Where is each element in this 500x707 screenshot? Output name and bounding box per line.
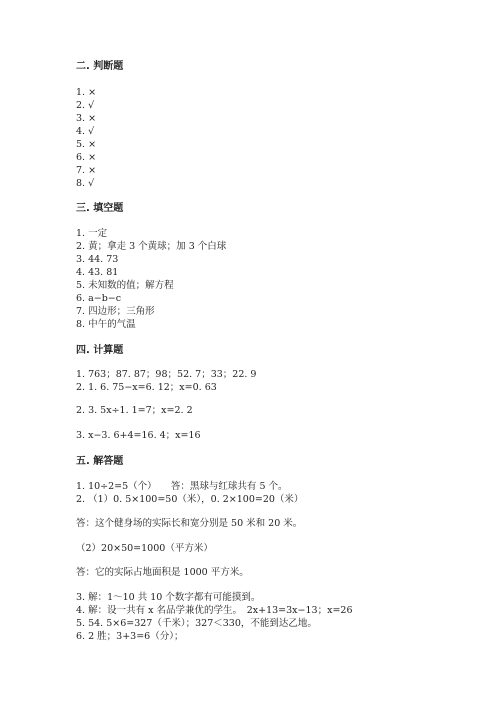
answer-line: 2. 3. 5x÷1. 1=7；x=2. 2: [76, 405, 193, 416]
answer-line: 8. 中午的气温: [76, 319, 136, 330]
answer-line: （2）20×50=1000（平方米）: [76, 543, 213, 554]
answer-line: 6. ×: [76, 152, 97, 163]
answer-line: 1. 10÷2=5（个） 答：黑球与红球共有 5 个。: [76, 481, 288, 492]
answer-line: 4. 解：设一共有 x 名品学兼优的学生。 2x+13=3x−13；x=26: [76, 605, 353, 616]
answer-line: 4. √: [76, 126, 95, 137]
answer-line: 2. 1. 6. 75−x=6. 12；x=0. 63: [76, 382, 217, 393]
answer-line: 1. 一定: [76, 228, 108, 239]
answer-line: 7. 四边形；三角形: [76, 306, 155, 317]
answer-line: 5. 未知数的值；解方程: [76, 280, 174, 291]
answer-line: 3. x−3. 6+4=16. 4；x=16: [76, 430, 201, 441]
section-heading-word-problems: 五. 解答题: [76, 456, 124, 467]
answer-line: 3. 44. 73: [76, 254, 119, 265]
section-heading-judgement: 二. 判断题: [76, 61, 124, 72]
answer-line: 2. √: [76, 100, 95, 111]
section-heading-fill-in: 三. 填空题: [76, 203, 124, 214]
answer-line: 答：这个健身场的实际长和宽分别是 50 米和 20 米。: [76, 518, 303, 529]
answer-line: 5. ×: [76, 139, 97, 150]
answer-line: 3. 解：1～10 共 10 个数字都有可能摸到。: [76, 592, 261, 603]
answer-line: 5. 54. 5×6=327（千米）；327＜330，不能到达乙地。: [76, 618, 317, 629]
answer-line: 3. ×: [76, 113, 97, 124]
answer-line: 6. 2 胜；3+3=6（分）；: [76, 631, 184, 642]
answer-line: 6. a−b−c: [76, 293, 122, 304]
answer-line: 1. ×: [76, 87, 97, 98]
answer-line: 2. （1）0. 5×100=50（米），0. 2×100=20（米）: [76, 494, 304, 505]
answer-line: 1. 763；87. 87；98；52. 7；33；22. 9: [76, 369, 257, 380]
answer-line: 8. √: [76, 178, 95, 189]
answer-line: 答：它的实际占地面积是 1000 平方米。: [76, 567, 249, 578]
answer-line: 4. 43. 81: [76, 267, 119, 278]
answer-line: 2. 黄；拿走 3 个黄球；加 3 个白球: [76, 241, 227, 252]
answer-line: 7. ×: [76, 165, 97, 176]
section-heading-calculation: 四. 计算题: [76, 345, 124, 356]
